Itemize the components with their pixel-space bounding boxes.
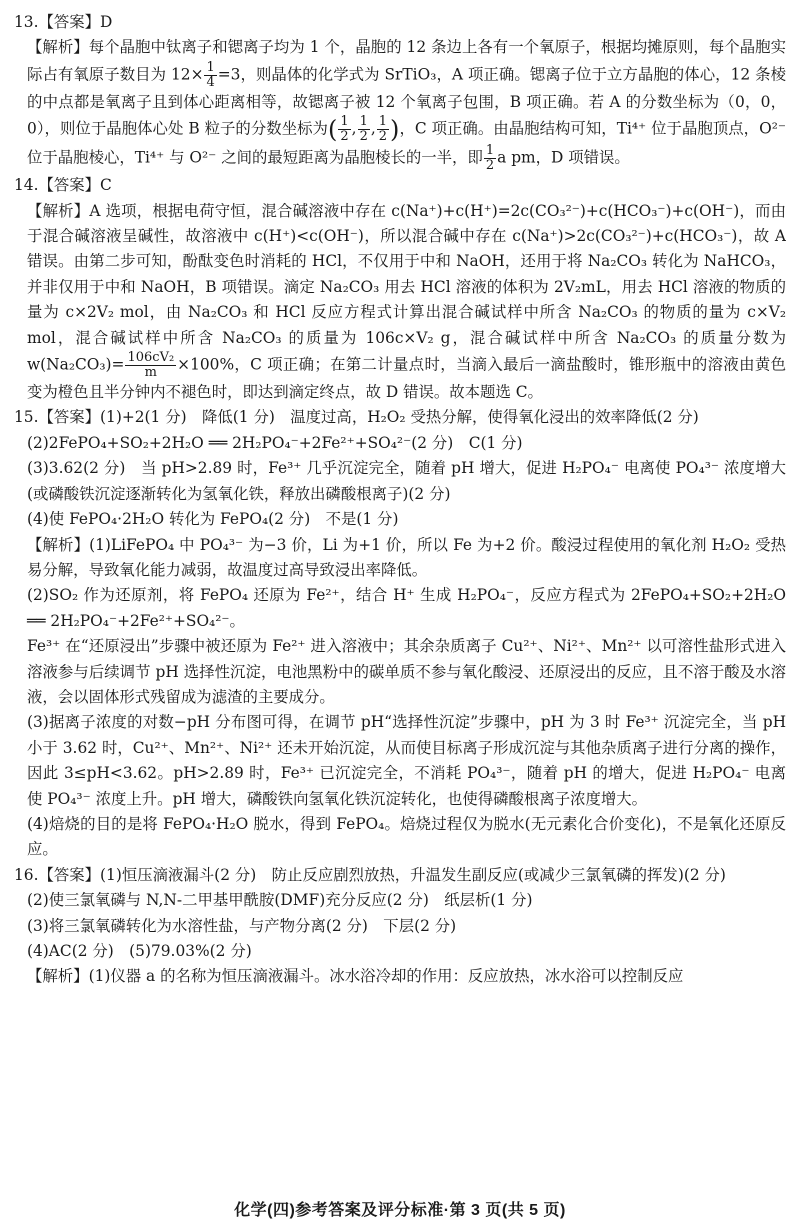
q16-explanation-1: 【解析】(1)仪器 a 的名称为恒压滴液漏斗。冰水浴冷却的作用：反应放热，冰水浴可以控制反应 <box>27 967 684 986</box>
q15-explanation-5: (4)焙烧的目的是将 FePO₄·H₂O 脱水，得到 FePO₄。焙烧过程仅为脱水(无元素化合价变化)，不是氧化还原反应。 <box>27 814 786 859</box>
fraction-one-quarter: $\frac{1}{4}$ <box>206 59 215 90</box>
q15-explanation-1: 【解析】(1)LiFePO₄ 中 PO₄³⁻ 为−3 价，Li 为+1 价，所以 Fe 为+2 价。酸浸过程使用的氧化剂 H₂O₂ 受热易分解，导致氧化能力减弱，故温度过高导致浸出率降低。 <box>27 535 786 579</box>
coord-y: $\frac{1}{2}$ <box>359 114 368 145</box>
q14-answer: 14.【答案】C <box>14 176 112 195</box>
paren-right: ) <box>390 115 400 144</box>
q15-answer-2: (2)2FePO₄+SO₂+2H₂O ══ 2H₂PO₄⁻+2Fe²⁺+SO₄²⁻(2 分) C(1 分) <box>27 433 523 452</box>
q13-answer: 13.【答案】D <box>14 13 113 31</box>
page-footer: 化学(四)参考答案及评分标准·第 3 页(共 5 页) <box>234 1202 566 1219</box>
fraction-one-half: $\frac{1}{2}$ <box>485 143 495 174</box>
q14-explanation: 【解析】A 选项，根据电荷守恒，混合碱溶液中存在 c(Na⁺)+c(H⁺)=2c(CO₃²⁻)+c(HCO₃⁻)+c(OH⁻)，而由于混合碱溶液呈碱性，故溶液中 c(H⁺)<c(OH⁻)，所以混合碱中存在 c(Na⁺)>2c(CO₃²⁻)+c(HCO₃⁻)，故 A 错误。由第二步可知，酚酞变色时消耗的 HCl，不仅用于中和 NaOH，还用于将 Na₂CO₃ 转化为 NaHCO₃，并非仅用于中和 NaOH，B 项错误。滴定 Na₂CO₃ 用去 HCl 溶液的体积为 2V₂mL，用去 HCl 溶液的物质的量为 c×2V₂ mol，由 Na₂CO₃ 和 HCl 反应方程式计算出混合碱试样中所含 Na₂CO₃ 的物质的量为 c×V₂ mol，混合碱试样中所含 Na₂CO₃ 的质量为 106c×V₂ g，混合碱试样中所含 Na₂CO₃ 的质量分数为 w(Na₂CO₃)= $\frac{\text{106cV₂}}{m}$ ×100%，C 项正确；在第二计量点时，当滴入最后一滴盐酸时，锥形瓶中的溶液由黄色变为橙色且半分钟内不褪色时，即达到滴定终点，故 D 错误。故本题选 C。 <box>27 201 786 402</box>
q15-explanation-3: Fe³⁺ 在“还原浸出”步骤中被还原为 Fe²⁺ 进入溶液中；其余杂质离子 Cu²⁺、Ni²⁺、Mn²⁺ 以可溶性盐形式进入溶液参与后续调节 pH 选择性沉淀，电池黑粉中的碳单质不参与氧化酸浸、还原浸出的反应，且不溶于酸及水溶液，会以固体形式残留成为滤渣的主要成分。 <box>27 637 786 706</box>
q16-answer-4: (4)AC(2 分) (5)79.03%(2 分) <box>27 942 252 960</box>
mass-fraction: $\frac{\text{106cV₂}}{m}$ <box>127 350 175 381</box>
q15-explanation-4: (3)据离子浓度的对数−pH 分布图可得，在调节 pH“选择性沉淀”步骤中，pH 为 3 时 Fe³⁺ 沉淀完全，当 pH 小于 3.62 时，Cu²⁺、Mn²⁺、Ni²⁺ 还未开始沉淀，从而使目标离子形成沉淀与其他杂质离子进行分离的操作，因此 3≤pH<3.62。pH>2.89 时，Fe³⁺ 已沉淀完全，不消耗 PO₄³⁻，随着 pH 的增大，促进 H₂PO₄⁻ 电离使 PO₄³⁻ 浓度上升。pH 增大，磷酸铁向氢氧化铁沉淀转化，也使得磷酸根离子浓度增大。 <box>27 713 786 808</box>
q16-block <box>14 863 786 990</box>
q16-answer-2: (2)使三氯氧磷与 N,N-二甲基甲酰胺(DMF)充分反应(2 分) 纸层析(1 分) <box>27 891 533 910</box>
q15-answer: 15.【答案】(1)+2(1 分) 降低(1 分) 温度过高，H₂O₂ 受热分解，使得氧化浸出的效率降低(2 分) <box>14 408 699 427</box>
paren-left: ( <box>328 115 338 144</box>
q13-explanation: 【解析】每个晶胞中钛离子和锶离子均为 1 个，晶胞的 12 条边上各有一个氧原子，根据均摊原则，每个晶胞实际占有氧原子数目为 12× $\frac{1}{4}$ =3，则晶体的化学式为 SrTiO₃，A 项正确。锶离子位于立方晶胞的体心，12 条棱的中点都是氧离子且到体心距离相等，故锶离子被 12 个氧离子包围，B 项正确。若 A 的分数坐标为（0，0，0），则位于晶胞体心处 B 粒子的分数坐标为( $\frac{1}{2}$ , $\frac{1}{2}$ , $\frac{1}{2}$ )，C 项正确。由晶胞结构可知，Ti⁴⁺ 位于晶胞顶点，O²⁻ 位于晶胞棱心，Ti⁴⁺ 与 O²⁻ 之间的最短距离为晶胞棱长的一半，即 $\frac{1}{2}$ a pm，D 项错误。 <box>27 38 786 174</box>
q15-explanation-2: (2)SO₂ 作为还原剂，将 FePO₄ 还原为 Fe²⁺，结合 H⁺ 生成 H₂PO₄⁻，反应方程式为 2FePO₄+SO₂+2H₂O ══ 2H₂PO₄⁻+2Fe²⁺+SO₄²⁻。 <box>27 586 786 630</box>
answer-document <box>14 10 786 1182</box>
q13-block <box>14 10 786 173</box>
coord-x: $\frac{1}{2}$ <box>340 114 349 145</box>
q16-answer-3: (3)将三氯氧磷转化为水溶性盐，与产物分离(2 分) 下层(2 分) <box>27 916 457 935</box>
coord-z: $\frac{1}{2}$ <box>378 114 388 145</box>
q15-block <box>14 405 786 862</box>
q16-answer: 16.【答案】(1)恒压滴液漏斗(2 分) 防止反应剧烈放热，升温发生副反应(或减少三氯氧磷的挥发)(2 分) <box>14 865 726 884</box>
q14-block <box>14 173 786 405</box>
q15-answer-4: (4)使 FePO₄·2H₂O 转化为 FePO₄(2 分) 不是(1 分) <box>27 510 399 529</box>
q15-answer-3: (3)3.62(2 分) 当 pH>2.89 时，Fe³⁺ 几乎沉淀完全，随着 pH 增大，促进 H₂PO₄⁻ 电离使 PO₄³⁻ 浓度增大(或磷酸铁沉淀逐渐转化为氢氧化铁，释放出磷酸根离子)(2 分) <box>27 459 786 503</box>
